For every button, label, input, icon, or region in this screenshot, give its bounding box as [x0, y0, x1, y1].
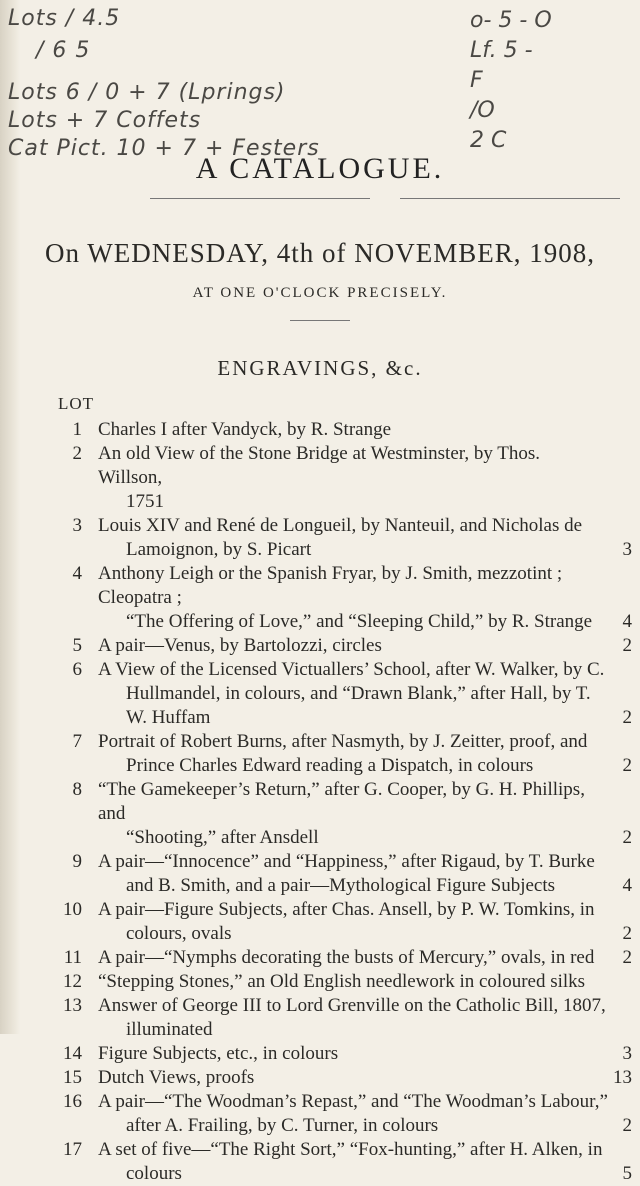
lot-quantity: 2 — [622, 947, 632, 968]
lot-entry — [60, 730, 632, 778]
lot-quantity: 2 — [622, 923, 632, 944]
lot-number: 13 — [63, 995, 82, 1016]
lot-number: 1 — [72, 419, 82, 440]
lot-description-continued: Lamoignon, by S. Picart — [126, 539, 312, 560]
lot-entry — [60, 1138, 632, 1186]
lot-entry — [60, 946, 632, 970]
lot-number: 17 — [63, 1139, 82, 1160]
lot-quantity: 2 — [622, 755, 632, 776]
lot-description: Figure Subjects, etc., in colours — [98, 1043, 339, 1064]
lot-entry — [60, 514, 632, 562]
lot-description-continued: Prince Charles Edward reading a Dispatch, in colours — [126, 755, 534, 776]
lot-number: 4 — [72, 563, 82, 584]
lot-quantity: 2 — [622, 1115, 632, 1136]
lot-description: Anthony Leigh or the Spanish Fryar, by J. Smith, mezzotint ; Cleopatra ; — [98, 563, 563, 608]
handwritten-margin-marks: o- 5 - O Lf. 5 - F /O 2 C — [470, 8, 552, 153]
lot-description-continued: “The Offering of Love,” and “Sleeping Child,” by R. Strange — [126, 611, 593, 632]
catalogue-title: A CATALOGUE. — [195, 152, 445, 185]
lot-description-continued: after A. Frailing, by C. Turner, in colours — [126, 1115, 439, 1136]
lot-number: 12 — [63, 971, 82, 992]
lot-column-header: LOT — [58, 394, 95, 413]
sale-time: AT ONE O'CLOCK PRECISELY. — [192, 285, 448, 301]
lot-quantity: 2 — [622, 707, 632, 728]
lot-entry — [60, 442, 632, 514]
lot-number: 14 — [63, 1043, 82, 1064]
lot-entry — [60, 970, 632, 994]
lot-description: An old View of the Stone Bridge at Westminster, by Thos. Willson, — [98, 443, 540, 488]
lot-description: A pair—“Innocence” and “Happiness,” after Rigaud, by T. Burke — [98, 851, 595, 872]
lot-description: A View of the Licensed Victuallers’ School, after W. Walker, by C. — [98, 659, 605, 680]
lot-description: Portrait of Robert Burns, after Nasmyth, by J. Zeitter, proof, and — [98, 731, 588, 752]
lot-quantity: 3 — [622, 539, 632, 560]
lot-description: A pair—“Nymphs decorating the busts of Mercury,” ovals, in red — [98, 947, 595, 968]
lot-entry — [60, 418, 632, 442]
title-rule-left — [150, 198, 370, 199]
lot-description: A pair—Venus, by Bartolozzi, circles — [98, 635, 382, 656]
lot-number: 2 — [72, 443, 82, 464]
lot-description: Charles I after Vandyck, by R. Strange — [98, 419, 392, 440]
lot-entry — [60, 658, 632, 730]
lot-entry — [60, 850, 632, 898]
lot-description-continued: colours — [126, 1163, 182, 1184]
lot-quantity: 13 — [613, 1067, 632, 1088]
title-rule-right — [400, 198, 620, 199]
lot-description: “The Gamekeeper’s Return,” after G. Cooper, by G. H. Phillips, and — [98, 779, 585, 824]
lot-number: 15 — [63, 1067, 82, 1088]
lot-entry — [60, 778, 632, 850]
lot-number: 9 — [72, 851, 82, 872]
lot-description: Dutch Views, proofs — [98, 1067, 255, 1088]
lot-entry — [60, 1066, 632, 1090]
lot-number: 7 — [72, 731, 82, 752]
lot-number: 3 — [72, 515, 82, 536]
lot-quantity: 3 — [622, 1043, 632, 1064]
handwritten-note-1: Lots / 4.5 — [8, 6, 121, 31]
lot-description-continued: and B. Smith, and a pair—Mythological Figure Subjects — [126, 875, 556, 896]
lot-entry — [60, 994, 632, 1042]
lot-entry — [60, 1042, 632, 1066]
lot-description-continued: colours, ovals — [126, 923, 232, 944]
lot-list — [60, 418, 632, 1186]
lot-number: 8 — [72, 779, 82, 800]
handwritten-note-5: Cat Pict. 10 + 7 + Festers — [8, 136, 320, 161]
lot-description: “Stepping Stones,” an Old English needlework in coloured silks — [98, 971, 586, 992]
lot-entry — [60, 634, 632, 658]
lot-quantity: 5 — [622, 1163, 632, 1184]
lot-description: Answer of George III to Lord Grenville on the Catholic Bill, 1807, — [98, 995, 606, 1016]
lot-description: A pair—“The Woodman’s Repast,” and “The Woodman’s Labour,” — [98, 1091, 608, 1112]
section-divider — [290, 320, 350, 321]
lot-number: 5 — [72, 635, 82, 656]
lot-number: 16 — [63, 1091, 82, 1112]
handwritten-note-2: / 6 5 — [36, 38, 91, 63]
lot-description: Louis XIV and René de Longueil, by Nanteuil, and Nicholas de — [98, 515, 583, 536]
lot-quantity: 2 — [622, 827, 632, 848]
lot-description-continued: Hullmandel, in colours, and “Drawn Blank,” after Hall, by T. W. Huffam — [126, 683, 591, 728]
lot-description-continued: illuminated — [126, 1019, 213, 1040]
section-title: ENGRAVINGS, &c. — [217, 356, 423, 380]
lot-number: 11 — [63, 947, 82, 968]
lot-entry — [60, 1090, 632, 1138]
lot-description-continued: 1751 — [126, 491, 164, 512]
handwritten-note-3: Lots 6 / 0 + 7 (Lprings) — [8, 80, 286, 105]
lot-description: A pair—Figure Subjects, after Chas. Ansell, by P. W. Tomkins, in — [98, 899, 595, 920]
lot-description: A set of five—“The Right Sort,” “Fox-hunting,” after H. Alken, in — [98, 1139, 603, 1160]
lot-quantity: 2 — [622, 635, 632, 656]
lot-number: 10 — [63, 899, 82, 920]
lot-quantity: 4 — [622, 875, 632, 896]
lot-description-continued: “Shooting,” after Ansdell — [126, 827, 319, 848]
handwritten-note-4: Lots + 7 Coffets — [8, 108, 202, 133]
sale-date: On WEDNESDAY, 4th of NOVEMBER, 1908, — [44, 238, 596, 268]
lot-entry — [60, 898, 632, 946]
lot-entry — [60, 562, 632, 634]
lot-number: 6 — [72, 659, 82, 680]
lot-quantity: 4 — [622, 611, 632, 632]
